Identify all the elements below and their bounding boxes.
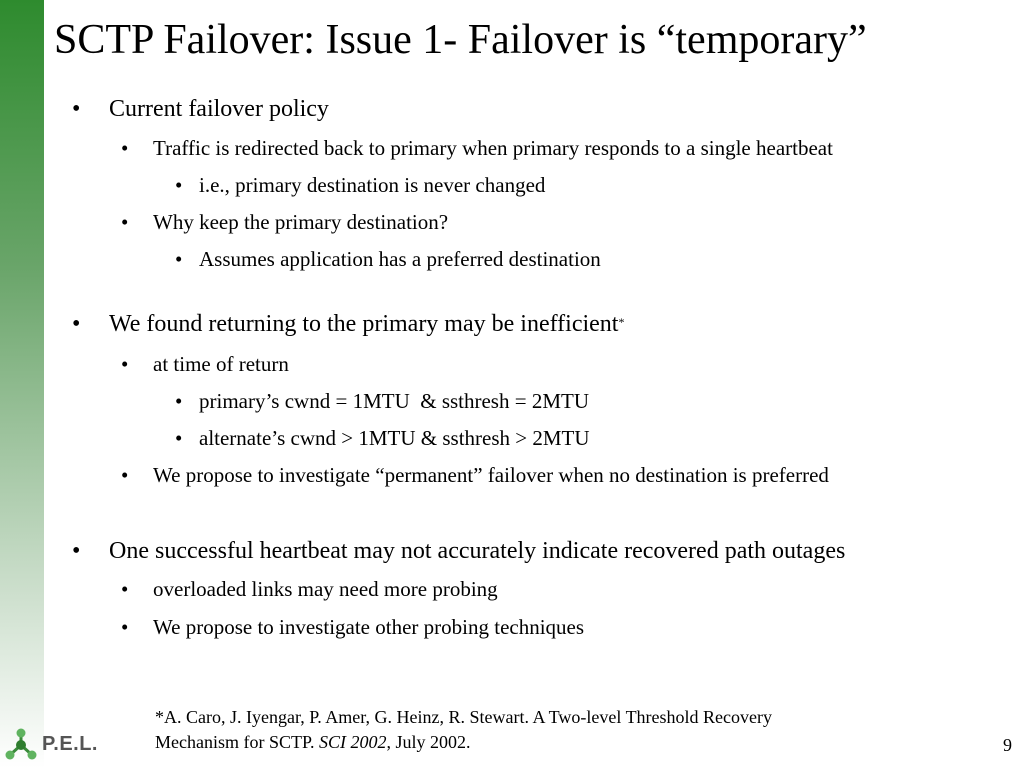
bullet-dot: • — [121, 615, 129, 639]
bullet-primary-cwnd — [175, 388, 589, 414]
bullet-why-keep-primary — [121, 209, 449, 235]
bullet-dot: • — [121, 577, 129, 601]
bullet-one-heartbeat — [72, 537, 846, 565]
bullet-dot: • — [175, 426, 183, 450]
bullet-text: primary’s cwnd = 1MTU & ssthresh = 2MTU — [199, 389, 589, 413]
bullet-permanent-failover — [121, 462, 829, 488]
bullet-text: We propose to investigate “permanent” failover when no destination is preferred — [153, 463, 829, 487]
bullet-returning-inefficient — [72, 310, 625, 338]
logo-text: P.E.L. — [42, 733, 98, 755]
bullet-text: We propose to investigate other probing techniques — [153, 615, 585, 639]
bullet-text: Why keep the primary destination? — [153, 210, 449, 234]
bullet-other-probing — [121, 614, 585, 640]
bullet-text: One successful heartbeat may not accurately indicate recovered path outages — [109, 538, 846, 564]
footnote-marker: * — [618, 315, 625, 329]
bullet-dot: • — [175, 247, 183, 271]
bullet-text: alternate’s cwnd > 1MTU & ssthresh > 2MTU — [199, 426, 590, 450]
footnote-date: , July 2002. — [386, 732, 471, 752]
bullet-dot: • — [121, 352, 129, 376]
bullet-text: Assumes application has a preferred destination — [199, 247, 601, 271]
bullet-dot: • — [121, 463, 129, 487]
footnote-line-1: *A. Caro, J. Iyengar, P. Amer, G. Heinz, R. Stewart. A Two-level Threshold Recovery — [155, 707, 773, 727]
bullet-text: overloaded links may need more probing — [153, 577, 498, 601]
bullet-text: Traffic is redirected back to primary when primary responds to a single heartbeat — [153, 136, 833, 160]
sidebar-gradient-bar — [0, 0, 44, 768]
page-number: 9 — [1003, 735, 1012, 755]
slide-title: SCTP Failover: Issue 1- Failover is “temporary” — [54, 17, 867, 63]
bullet-dot: • — [72, 538, 81, 564]
bullet-dot: • — [72, 96, 81, 122]
footnote-line-2 — [155, 730, 915, 755]
bullet-text: We found returning to the primary may be inefficient — [109, 311, 619, 337]
pel-logo — [4, 728, 114, 764]
molecule-icon — [4, 728, 38, 762]
bullet-overloaded-links — [121, 576, 498, 602]
bullet-text: at time of return — [153, 352, 289, 376]
bullet-dot: • — [72, 311, 81, 337]
bullet-current-failover-policy — [72, 95, 329, 123]
bullet-time-of-return — [121, 351, 289, 377]
bullet-dot: • — [175, 173, 183, 197]
bullet-traffic-redirected — [121, 135, 833, 161]
bullet-assumes-preferred — [175, 246, 601, 272]
citation-footnote — [155, 705, 915, 755]
bullet-dot: • — [121, 210, 129, 234]
bullet-text: i.e., primary destination is never changed — [199, 173, 546, 197]
bullet-text: Current failover policy — [109, 96, 329, 122]
bullet-dot: • — [175, 389, 183, 413]
bullet-alternate-cwnd — [175, 425, 590, 451]
footnote-text: Mechanism for SCTP. — [155, 732, 319, 752]
footnote-venue: SCI 2002 — [319, 732, 387, 752]
bullet-dot: • — [121, 136, 129, 160]
bullet-primary-never-changed — [175, 172, 546, 198]
